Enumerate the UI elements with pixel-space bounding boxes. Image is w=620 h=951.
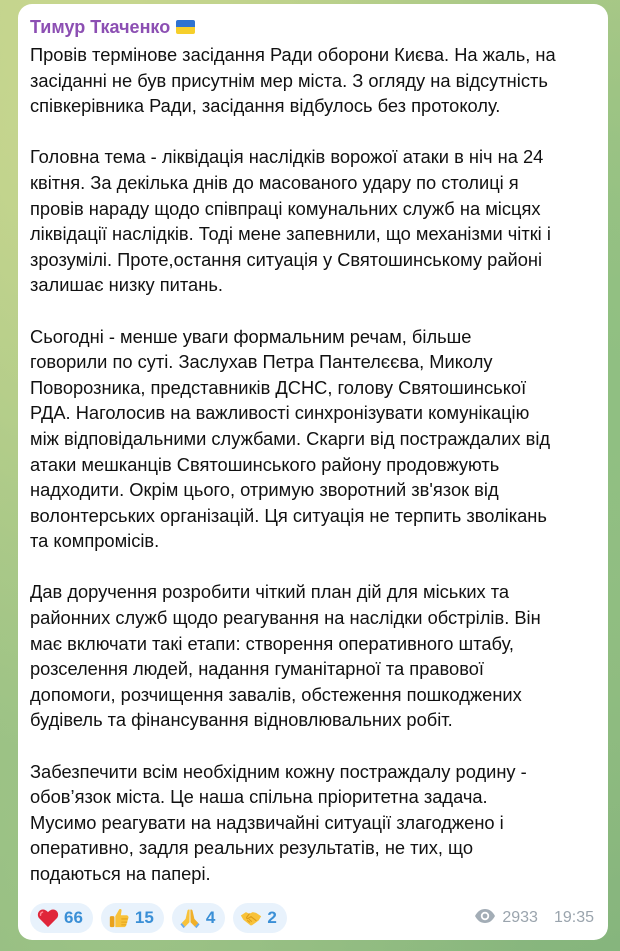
message-line: будівель та фінансування відновлювальних робіт. [30,709,453,731]
folded-hands-icon [179,907,201,929]
message-paragraph [30,759,594,887]
message-footer [30,900,594,936]
reaction-handshake[interactable] [233,903,286,933]
ukraine-flag-icon [176,20,195,34]
message-line: обов’язок міста. Це наша спільна пріоритетна задача. [30,786,488,808]
message-line: квітня. За декілька днів до масованого удару по столиці я [30,171,519,193]
message-line: Мусимо реагувати на надзвичайні ситуації злагоджено і [30,811,504,833]
message-line: провів нараду щодо співпраці комунальних служб на місцях [30,197,541,219]
reaction-count: 15 [134,908,154,927]
message-line: Сьогодні - менше уваги формальним речам, більше [30,325,472,347]
message-line: ліквідації наслідків. Тоді мене запевнили, що механізми чіткі і [30,223,551,245]
message-text [30,42,594,887]
message-line: надходити. Окрім цього, отримую зворотний зв'язок від [30,479,499,501]
message-line: співкерівника Ради, засідання відбулось без протоколу. [30,95,501,117]
red-heart-icon [37,907,59,929]
message-paragraph [30,144,594,298]
views-count: 2933 [502,909,538,926]
message-line: районних служб щодо реагування на наслідки обстрілів. Він [30,607,541,629]
message-line: Дав доручення розробити чіткий план дій для міських та [30,581,510,603]
message-paragraph [30,324,594,554]
message-bubble [18,4,608,940]
message-line: допомоги, розчищення завалів, обстеження пошкоджених [30,683,522,705]
message-line: між відповідальними службами. Скарги від постраждалих від [30,427,551,449]
sender-name[interactable]: Тимур Ткаченко [30,17,171,37]
message-time: 19:35 [553,909,594,926]
message-paragraph [30,42,594,119]
message-meta [474,908,594,929]
message-paragraph [30,579,594,733]
message-line: засіданні не був присутнім мер міста. З огляду на відсутність [30,69,548,91]
reaction-count: 66 [64,908,83,927]
reaction-heart[interactable] [30,903,93,933]
message-line: подаються на папері. [30,863,211,884]
message-line: атаки мешканців Святошинського району продовжують [30,453,500,475]
message-line: та компромісів. [30,530,160,552]
message-line: оперативно, задля реальних результатів, не тих, що [30,837,474,859]
reaction-folded-hands[interactable] [172,903,225,933]
reaction-thumbs-up[interactable] [101,903,164,933]
sender-header [30,16,594,38]
message-line: має включати такі етапи: створення оперативного штабу, [30,632,515,654]
message-line: Забезпечити всім необхідним кожну постраждалу родину - [30,760,527,782]
message-line: волонтерських організацій. Ця ситуація не терпить зволікань [30,504,547,526]
message-line: розселення людей, надання гуманітарної та правової [30,658,484,680]
eye-icon [474,908,496,929]
message-line: говорили по суті. Заслухав Петра Пантелєєва, Миколу [30,351,493,373]
thumbs-up-icon [108,907,130,929]
message-line: Головна тема - ліквідація наслідків ворожої атаки в ніч на 24 [30,146,544,168]
message-line: залишає низку питань. [30,274,223,296]
handshake-icon [240,907,262,929]
reaction-count: 4 [205,908,216,927]
message-line: РДА. Наголосив на важливості синхронізувати комунікацію [30,402,530,424]
message-line: Провів термінове засідання Ради оборони Києва. На жаль, на [30,44,556,65]
reactions-bar [30,903,287,933]
reaction-count: 2 [267,908,277,927]
message-line: зрозумілі. Проте,остання ситуація у Святошинському районі [30,248,543,270]
message-line: Поворозника, представників ДСНС, голову Святошинської [30,376,527,398]
